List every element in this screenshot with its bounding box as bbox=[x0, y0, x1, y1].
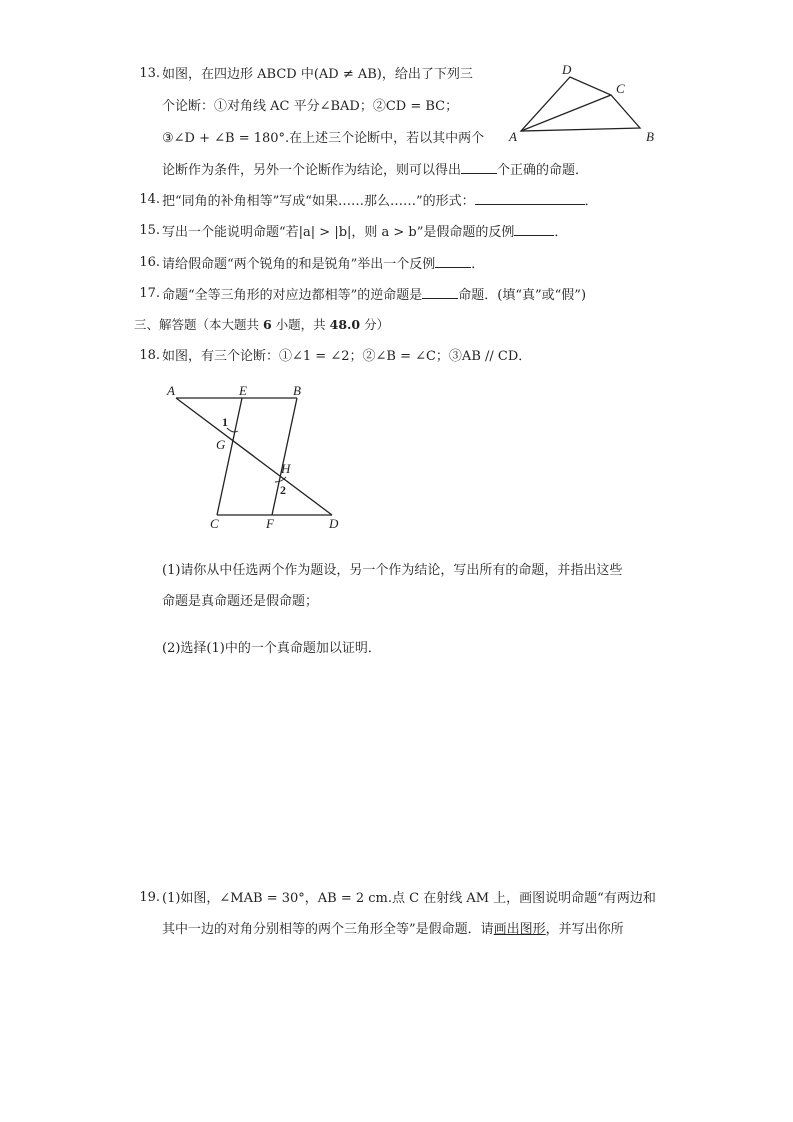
q17-text: 命题“全等三角形的对应边都相等”的逆命题是 bbox=[162, 288, 423, 303]
q18-part1-line1: (1)请你从中任选两个作为题设，另一个作为结论，写出所有的命题，并指出这些 bbox=[162, 563, 623, 578]
q19-line1: (1)如图，∠MAB = 30°，AB = 2 cm.点 C 在射线 AM 上，画图说明命题“有两边和 bbox=[162, 891, 656, 906]
label-a: A bbox=[509, 129, 517, 144]
q19-line2 bbox=[162, 921, 624, 939]
line-bf bbox=[272, 398, 297, 515]
section-3-title-b: 小题，共 bbox=[271, 317, 330, 332]
q14-number: 14. bbox=[139, 192, 160, 207]
q13-line3: ③∠D + ∠B = 180°.在上述三个论断中，若以其中两个 bbox=[162, 131, 485, 146]
label-d: D bbox=[562, 62, 572, 77]
label-b: B bbox=[646, 129, 654, 144]
q13-line4 bbox=[162, 161, 588, 180]
q14-answer-blank[interactable] bbox=[475, 192, 585, 205]
q18-part2: (2)选择(1)中的一个真命题加以证明． bbox=[162, 641, 381, 656]
angle-1-arc bbox=[227, 428, 238, 432]
label-a: A bbox=[167, 383, 175, 398]
label-d: D bbox=[329, 516, 339, 531]
q13-line4-text-b: 个正确的命题． bbox=[497, 163, 589, 178]
q13-number: 13. bbox=[139, 66, 160, 81]
q17-answer-blank[interactable] bbox=[422, 286, 458, 299]
label-c: C bbox=[616, 81, 625, 96]
label-b: B bbox=[293, 383, 301, 398]
diagonal-ac bbox=[521, 95, 611, 131]
q15-end: ． bbox=[554, 225, 568, 240]
line-ec bbox=[217, 398, 242, 515]
q19-number: 19. bbox=[139, 890, 160, 905]
q17-line bbox=[162, 286, 586, 305]
q19-line2-text-a: 其中一边的对角分别相等的两个三角形全等”是假命题．请 bbox=[162, 922, 494, 937]
q15-answer-blank[interactable] bbox=[514, 223, 554, 236]
q16-text: 请给假命题“两个锐角的和是锐角”举出一个反例 bbox=[162, 257, 436, 272]
q13-line1: 如图，在四边形 ABCD 中(AD ≠ AB)，给出了下列三 bbox=[162, 67, 473, 82]
q16-end: ． bbox=[471, 257, 485, 272]
q14-line bbox=[162, 192, 598, 211]
q15-text: 写出一个能说明命题“若|a| > |b|，则 a > b”是假命题的反例 bbox=[162, 225, 515, 240]
q14-text: 把“同角的补角相等”写成“如果……那么……”的形式： bbox=[162, 194, 475, 209]
q13-line4-text-a: 论断作为条件，另外一个论断作为结论，则可以得出 bbox=[162, 163, 462, 178]
section-3-title-c: 分） bbox=[360, 317, 390, 332]
section-3-title-a: 三、解答题（本大题共 bbox=[134, 317, 263, 332]
section-3-score: 48.0 bbox=[329, 317, 361, 332]
q13-answer-blank[interactable] bbox=[461, 161, 497, 174]
q19-line2-text-b: ，并写出你所 bbox=[545, 922, 624, 937]
line-ad bbox=[176, 398, 332, 515]
q19-underlined-text: 画出图形 bbox=[493, 922, 546, 937]
section-3-heading bbox=[134, 316, 389, 334]
q17-number: 17. bbox=[139, 286, 160, 301]
label-h: H bbox=[281, 461, 291, 476]
q18-number: 18. bbox=[139, 348, 160, 363]
q16-answer-blank[interactable] bbox=[435, 255, 471, 268]
label-g: G bbox=[216, 437, 226, 452]
parallel-lines-figure bbox=[160, 378, 360, 538]
q15-line bbox=[162, 223, 567, 242]
label-angle-1: 1 bbox=[222, 415, 228, 429]
label-angle-2: 2 bbox=[280, 483, 286, 497]
q17-end: 命题．(填“真”或“假”) bbox=[458, 288, 587, 303]
q15-number: 15. bbox=[139, 223, 160, 238]
q18-part1-line2: 命题是真命题还是假命题； bbox=[162, 594, 319, 609]
q16-line bbox=[162, 255, 484, 274]
q14-end: ． bbox=[584, 194, 598, 209]
q16-number: 16. bbox=[139, 255, 160, 270]
label-e: E bbox=[239, 383, 247, 398]
quadrilateral-figure bbox=[508, 60, 668, 150]
q18-text: 如图，有三个论断：①∠1 = ∠2；②∠B = ∠C；③AB // CD． bbox=[162, 349, 532, 364]
label-c: C bbox=[210, 516, 219, 531]
section-3-count: 6 bbox=[262, 317, 272, 332]
label-f: F bbox=[266, 516, 274, 531]
q13-line2: 个论断：①对角线 AC 平分∠BAD；②CD = BC； bbox=[162, 99, 459, 114]
